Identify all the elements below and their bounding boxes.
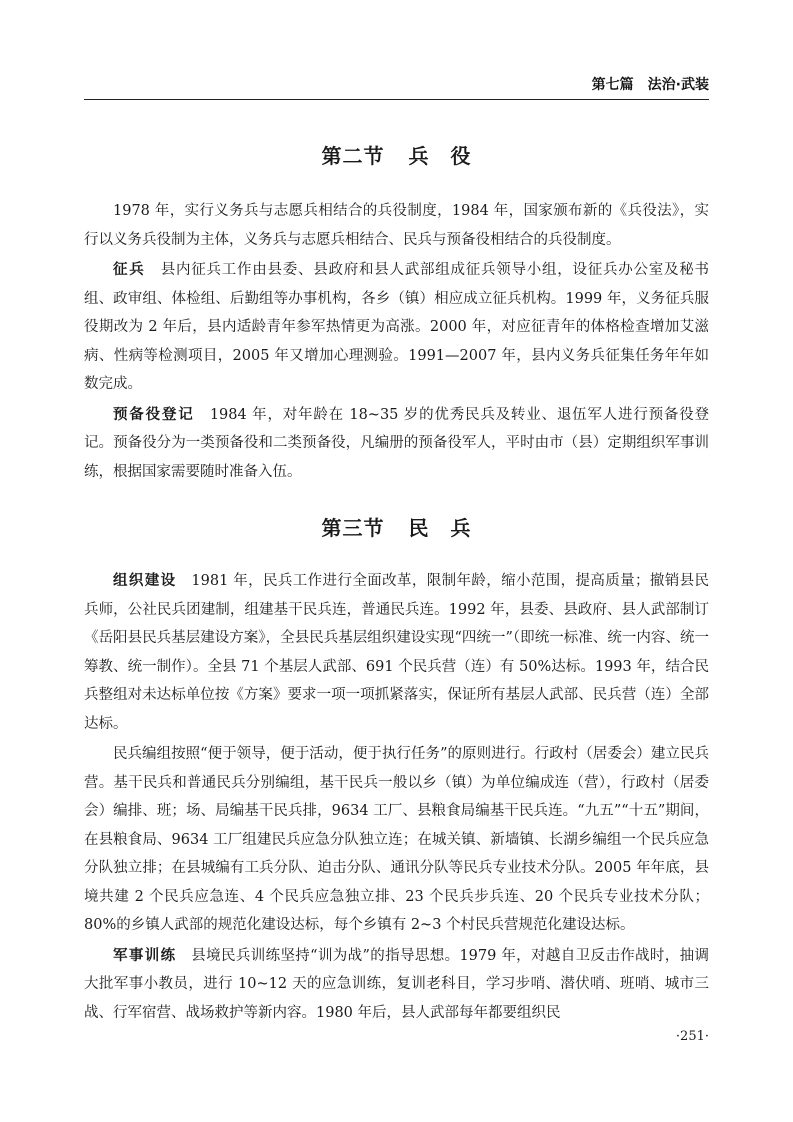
section-heading: 兵 役 bbox=[408, 144, 472, 168]
paragraph-term: 预备役登记 bbox=[113, 406, 195, 423]
section-number: 第二节 bbox=[321, 144, 385, 168]
paragraph-text: 县内征兵工作由县委、县政府和县人武部组成征兵领导小组，设征兵办公室及秘书组、政审组、体检组、后勤组等办事机构，各乡（镇）相应成立征兵机构。1999 年，义务征兵服役期改为 2 年后，县内适龄青年参军热情更为高涨。2000 年，对应征青年的体格检查增加艾滋病、性病等检测项目，2005 年又增加心理测验。1991—2007 年，县内义务兵征集任务年年如数完成。 bbox=[84, 262, 709, 392]
section-number: 第三节 bbox=[321, 516, 385, 540]
paragraph-term: 组织建设 bbox=[113, 573, 177, 589]
paragraph bbox=[84, 401, 709, 487]
paragraph-text: 县境民兵训练坚持“训为战”的指导思想。1979 年，对越自卫反击作战时，抽调大批军事小教员，进行 10~12 天的应急训练，复训老科目，学习步哨、潜伏哨、班哨、城市三战、行军宿营、战场救护等新内容。1980 年后，县人武部每年都要组织民 bbox=[84, 947, 709, 1021]
section-title-militia bbox=[84, 512, 709, 541]
paragraph bbox=[84, 740, 709, 940]
paragraph-term: 征兵 bbox=[113, 262, 146, 278]
paragraph-term: 军事训练 bbox=[113, 947, 177, 964]
paragraph-text: 1978 年，实行义务兵与志愿兵相结合的兵役制度，1984 年，国家颁布新的《兵役法》，实行以义务兵役制为主体，义务兵与志愿兵相结合、民兵与预备役相结合的兵役制度。 bbox=[84, 203, 709, 248]
paragraph-text: 1981 年，民兵工作进行全面改革，限制年龄，缩小范围，提高质量；撤销县民兵师，公社民兵团建制，组建基干民兵连，普通民兵连。1992 年，县委、县政府、县人武部制订《岳阳县民兵基层建设方案》，全县民兵基层组织建设实现“四统一”（即统一标准、统一内容、统一筹教、统一制作）。全县 71 个基层人武部、691 个民兵营（连）有 50%达标。1993 年，结合民兵整组对未达标单位按《方案》要求一项一项抓紧落实，保证所有基层人武部、民兵营（连）全部达标。 bbox=[84, 573, 710, 732]
paragraph-text: 民兵编组按照“便于领导，便于活动，便于执行任务”的原则进行。行政村（居委会）建立民兵营。基干民兵和普通民兵分别编组，基干民兵一般以乡（镇）为单位编成连（营），行政村（居委会）编排、班；场、局编基干民兵排，9634 工厂、县粮食局编基干民兵连。“九五”“十五”期间，在县粮食局、9634 工厂组建民兵应急分队独立连；在城关镇、新墙镇、长湖乡编组一个民兵应急分队独立排；在县城编有工兵分队、迫击分队、通讯分队等民兵专业技术分队。2005 年年底，县境共建 2 个民兵应急连、4 个民兵应急独立排、23 个民兵步兵连、20 个民兵专业技术分队；80%的乡镇人武部的规范化建设达标，每个乡镇有 2~3 个村民兵营规范化建设达标。 bbox=[84, 746, 709, 933]
paragraph bbox=[84, 942, 709, 1028]
page-body bbox=[84, 140, 709, 1027]
paragraph bbox=[84, 256, 709, 399]
running-header: 第七篇 法治·武装 bbox=[591, 77, 709, 93]
paragraph bbox=[84, 197, 709, 254]
paragraph-text: 1984 年，对年龄在 18~35 岁的优秀民兵及转业、退伍军人进行预备役登记。预备役分为一类预备役和二类预备役，凡编册的预备役军人，平时由市（县）定期组织军事训练，根据国家需要随时准备入伍。 bbox=[84, 406, 710, 480]
section-title-military-service bbox=[84, 140, 709, 169]
paragraph bbox=[84, 567, 709, 738]
header-rule bbox=[84, 99, 709, 100]
page-number: ·251· bbox=[675, 1029, 709, 1044]
section-heading: 民 兵 bbox=[408, 516, 472, 540]
